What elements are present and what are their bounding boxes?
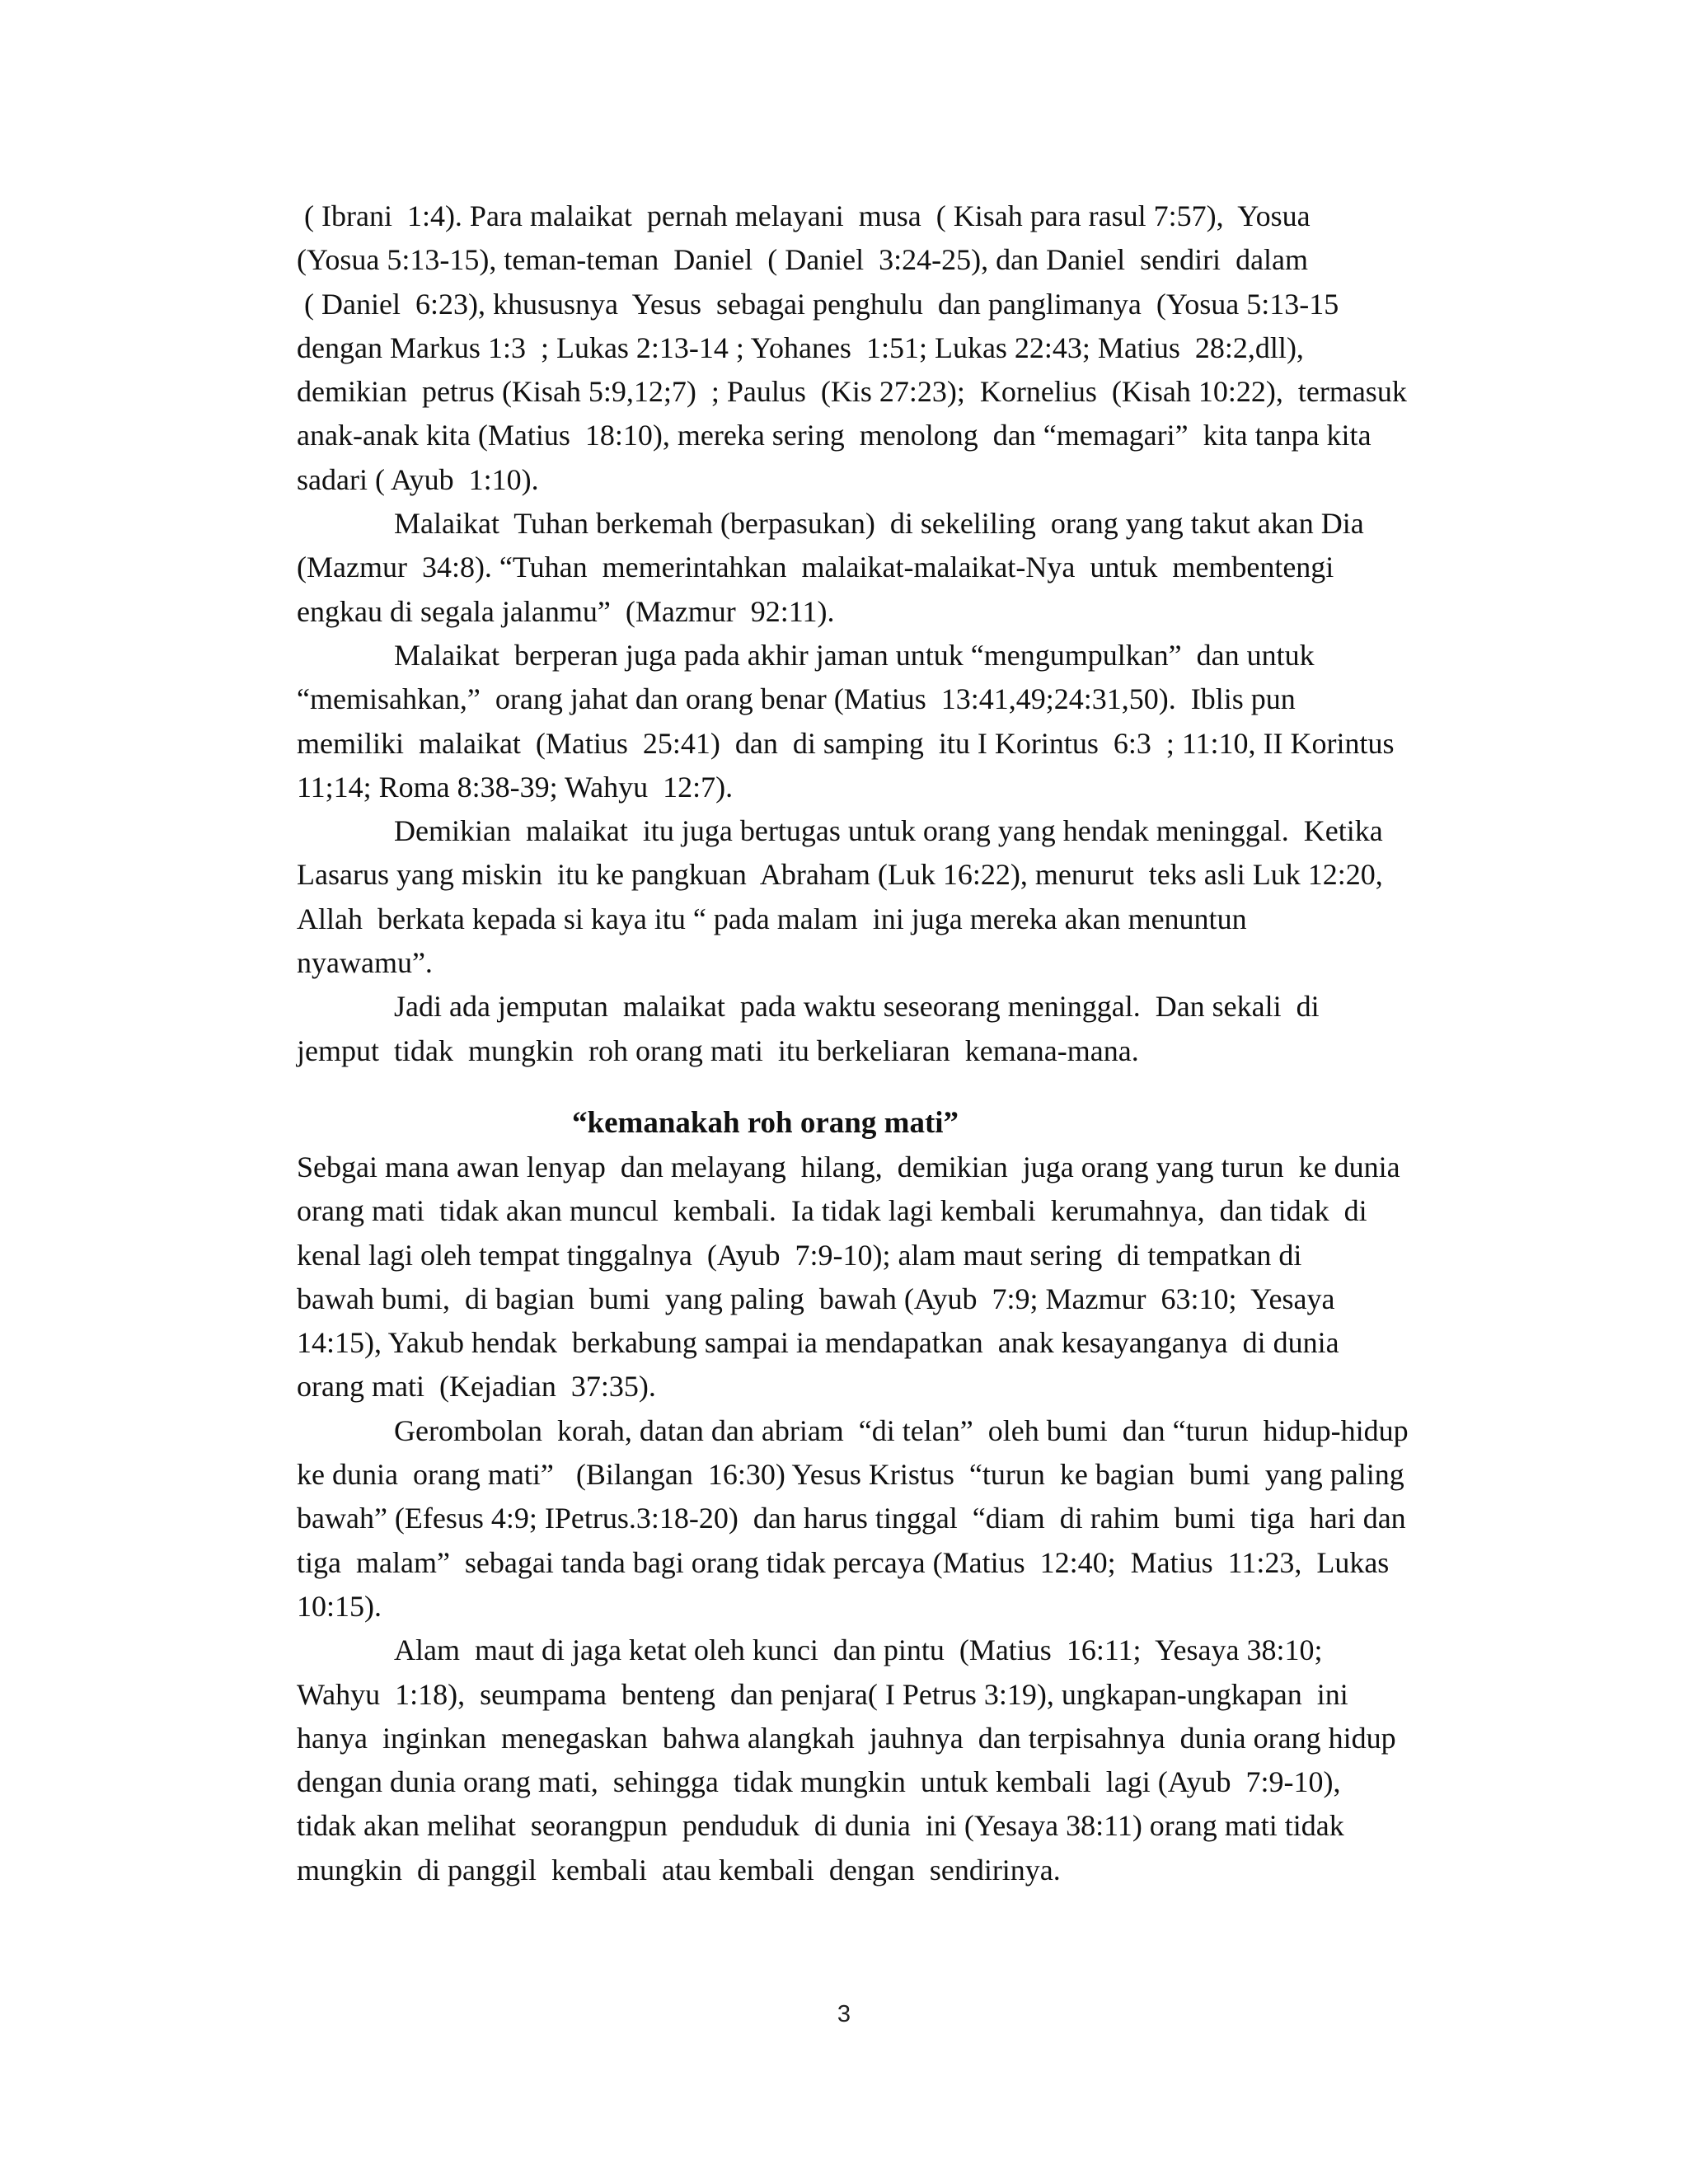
text-line-indented: Gerombolan korah, datan dan abriam “di telan” oleh bumi dan “turun hidup-hidup	[394, 1413, 1409, 1447]
text-line-indented: Malaikat berperan juga pada akhir jaman untuk “mengumpulkan” dan untuk	[394, 638, 1315, 672]
text-line: Allah berkata kepada si kaya itu “ pada malam ini juga mereka akan menuntun	[297, 902, 1247, 935]
text-line: “memisahkan,” orang jahat dan orang benar (Matius 13:41,49;24:31,50). Iblis pun	[297, 682, 1296, 716]
text-line-indented: Alam maut di jaga ketat oleh kunci dan pintu (Matius 16:11; Yesaya 38:10;	[394, 1633, 1323, 1667]
page-number: 3	[837, 2001, 851, 2027]
text-line: tiga malam” sebagai tanda bagi orang tidak percaya (Matius 12:40; Matius 11:23, Lukas	[297, 1545, 1390, 1579]
text-line: 11;14; Roma 8:38-39; Wahyu 12:7).	[297, 770, 734, 804]
text-line: bawah bumi, di bagian bumi yang paling bawah (Ayub 7:9; Mazmur 63:10; Yesaya	[297, 1282, 1335, 1315]
body-text-section-1	[297, 194, 1475, 1073]
text-line: anak-anak kita (Matius 18:10), mereka sering menolong dan “memagari” kita tanpa kita	[297, 419, 1372, 452]
text-line: hanya inginkan menegaskan bahwa alangkah jauhnya dan terpisahnya dunia orang hidup	[297, 1721, 1396, 1755]
text-line: Sebgai mana awan lenyap dan melayang hilang, demikian juga orang yang turun ke dunia	[297, 1151, 1400, 1183]
text-line: Wahyu 1:18), seumpama benteng dan penjara( I Petrus 3:19), ungkapan-ungkapan ini	[297, 1677, 1348, 1711]
text-line: dengan dunia orang mati, sehingga tidak mungkin untuk kembali lagi (Ayub 7:9-10),	[297, 1765, 1341, 1799]
text-line: dengan Markus 1:3 ; Lukas 2:13-14 ; Yohanes 1:51; Lukas 22:43; Matius 28:2,dll),	[297, 330, 1304, 364]
text-line: memiliki malaikat (Matius 25:41) dan di samping itu I Korintus 6:3 ; 11:10, II Korintus	[297, 726, 1395, 760]
text-line: ke dunia orang mati” (Bilangan 16:30) Yesus Kristus “turun ke bagian bumi yang paling	[297, 1458, 1404, 1492]
text-line: tidak akan melihat seorangpun penduduk di dunia ini (Yesaya 38:11) orang mati tidak	[297, 1809, 1344, 1843]
text-line-indented: Malaikat Tuhan berkemah (berpasukan) di sekeliling orang yang takut akan Dia	[394, 507, 1364, 541]
text-line: kenal lagi oleh tempat tinggalnya (Ayub 7:9-10); alam maut sering di tempatkan di	[297, 1238, 1302, 1272]
text-line: mungkin di panggil kembali atau kembali dengan sendirinya.	[297, 1853, 1061, 1886]
text-line: engkau di segala jalanmu” (Mazmur 92:11).	[297, 594, 835, 628]
body-text-section-2	[297, 1146, 1475, 1892]
text-line: ( Ibrani 1:4). Para malaikat pernah melayani musa ( Kisah para rasul 7:57), Yosua	[297, 199, 1311, 232]
text-line-indented: Jadi ada jemputan malaikat pada waktu seseorang meninggal. Dan sekali di	[394, 990, 1320, 1024]
section-heading-text: “kemanakah roh orang mati”	[572, 1106, 959, 1140]
text-line: (Mazmur 34:8). “Tuhan memerintahkan malaikat-malaikat-Nya untuk membentengi	[297, 551, 1334, 584]
text-line: 14:15), Yakub hendak berkabung sampai ia mendapatkan anak kesayanganya di dunia	[297, 1326, 1339, 1360]
text-line: (Yosua 5:13-15), teman-teman Daniel ( Daniel 3:24-25), dan Daniel sendiri dalam	[297, 243, 1309, 277]
text-line: jemput tidak mungkin roh orang mati itu berkeliaran kemana-mana.	[297, 1033, 1139, 1067]
text-line: 10:15).	[297, 1589, 382, 1623]
text-line: orang mati (Kejadian 37:35).	[297, 1370, 656, 1404]
text-line-indented: Demikian malaikat itu juga bertugas untuk orang yang hendak meninggal. Ketika	[394, 814, 1383, 848]
text-line: sadari ( Ayub 1:10).	[297, 462, 539, 496]
text-line: nyawamu”.	[297, 946, 433, 980]
text-line: bawah” (Efesus 4:9; IPetrus.3:18-20) dan harus tinggal “diam di rahim bumi tiga hari dan	[297, 1502, 1406, 1535]
text-line: demikian petrus (Kisah 5:9,12;7) ; Paulus (Kis 27:23); Kornelius (Kisah 10:22), termasuk	[297, 375, 1407, 409]
text-line: ( Daniel 6:23), khususnya Yesus sebagai penghulu dan panglimanya (Yosua 5:13-15	[297, 287, 1339, 321]
text-line: orang mati tidak akan muncul kembali. Ia tidak lagi kembali kerumahnya, dan tidak di	[297, 1194, 1367, 1228]
text-line: Lasarus yang miskin itu ke pangkuan Abraham (Luk 16:22), menurut teks asli Luk 12:20,	[297, 858, 1383, 892]
